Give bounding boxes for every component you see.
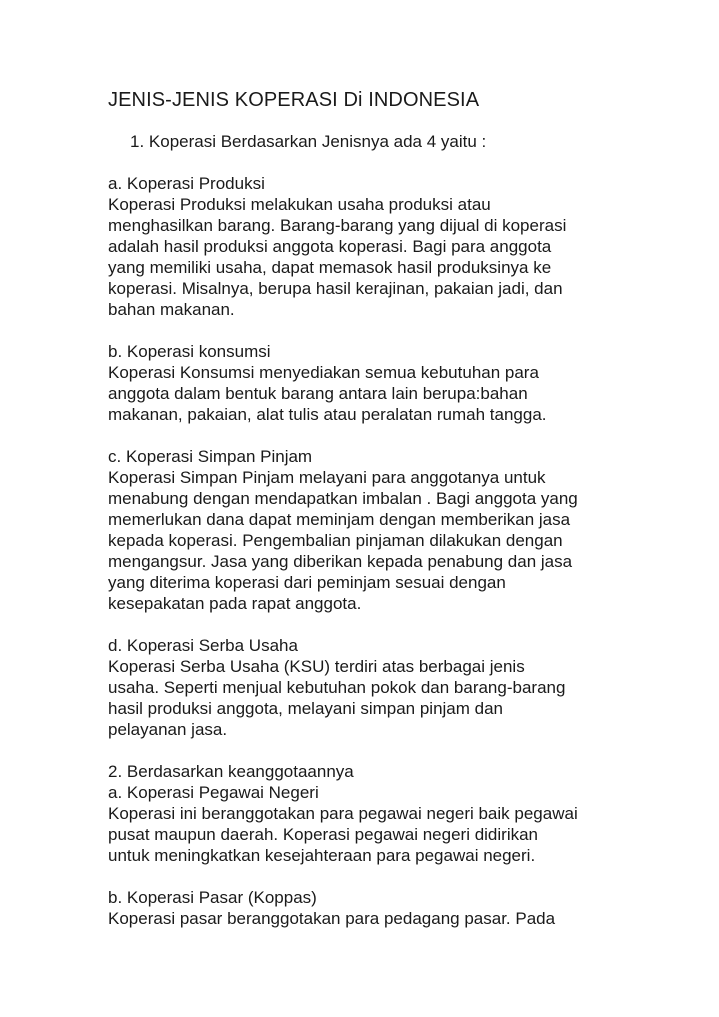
- paragraph-line: pusat maupun daerah. Koperasi pegawai negeri didirikan: [108, 825, 539, 844]
- paragraph-line: yang diterima koperasi dari peminjam sesuai dengan: [108, 573, 506, 592]
- paragraph-line: Koperasi Konsumsi menyediakan semua kebutuhan para: [108, 363, 539, 382]
- section: [108, 173, 698, 320]
- paragraph-line: yang memiliki usaha, dapat memasok hasil produksinya ke: [108, 258, 552, 277]
- paragraph-line: menabung dengan mendapatkan imbalan . Bagi anggota yang: [108, 489, 578, 508]
- paragraph-line: koperasi. Misalnya, berupa hasil kerajinan, pakaian jadi, dan: [108, 279, 563, 298]
- document-page: [108, 88, 698, 950]
- paragraph-line: a. Koperasi Pegawai Negeri: [108, 783, 319, 802]
- section: [108, 635, 698, 740]
- paragraph-line: kesepakatan pada rapat anggota.: [108, 594, 362, 613]
- paragraph-line: anggota dalam bentuk barang antara lain berupa:bahan: [108, 384, 528, 403]
- document-title: JENIS-JENIS KOPERASI Di INDONESIA: [108, 89, 480, 111]
- section-heading: b. Koperasi konsumsi: [108, 342, 271, 361]
- section: [108, 887, 698, 929]
- paragraph-line: Koperasi Produksi melakukan usaha produksi atau: [108, 195, 491, 214]
- section: [108, 761, 698, 866]
- paragraph-line: makanan, pakaian, alat tulis atau peralatan rumah tangga.: [108, 405, 547, 424]
- sections-container: [108, 173, 698, 929]
- paragraph-line: kepada koperasi. Pengembalian pinjaman dilakukan dengan: [108, 531, 563, 550]
- paragraph-line: Koperasi Simpan Pinjam melayani para anggotanya untuk: [108, 468, 546, 487]
- paragraph-line: pelayanan jasa.: [108, 720, 228, 739]
- paragraph-line: mengangsur. Jasa yang diberikan kepada penabung dan jasa: [108, 552, 573, 571]
- section-heading: a. Koperasi Produksi: [108, 174, 265, 193]
- section: [108, 341, 698, 425]
- paragraph-line: adalah hasil produksi anggota koperasi. Bagi para anggota: [108, 237, 552, 256]
- section: [108, 446, 698, 614]
- paragraph-line: Koperasi Serba Usaha (KSU) terdiri atas berbagai jenis: [108, 657, 525, 676]
- paragraph-line: usaha. Seperti menjual kebutuhan pokok dan barang-barang: [108, 678, 566, 697]
- paragraph-line: Koperasi ini beranggotakan para pegawai negeri baik pegawai: [108, 804, 578, 823]
- section-heading: d. Koperasi Serba Usaha: [108, 636, 298, 655]
- intro-line: 1. Koperasi Berdasarkan Jenisnya ada 4 yaitu :: [130, 132, 487, 151]
- paragraph-line: hasil produksi anggota, melayani simpan pinjam dan: [108, 699, 504, 718]
- paragraph-line: memerlukan dana dapat meminjam dengan memberikan jasa: [108, 510, 571, 529]
- section-heading: c. Koperasi Simpan Pinjam: [108, 447, 313, 466]
- paragraph-line: menghasilkan barang. Barang-barang yang dijual di koperasi: [108, 216, 567, 235]
- paragraph-line: untuk meningkatkan kesejahteraan para pegawai negeri.: [108, 846, 536, 865]
- paragraph-line: Koperasi pasar beranggotakan para pedagang pasar. Pada: [108, 909, 556, 928]
- section-heading: 2. Berdasarkan keanggotaannya: [108, 762, 354, 781]
- section-heading: b. Koperasi Pasar (Koppas): [108, 888, 317, 907]
- paragraph-line: bahan makanan.: [108, 300, 235, 319]
